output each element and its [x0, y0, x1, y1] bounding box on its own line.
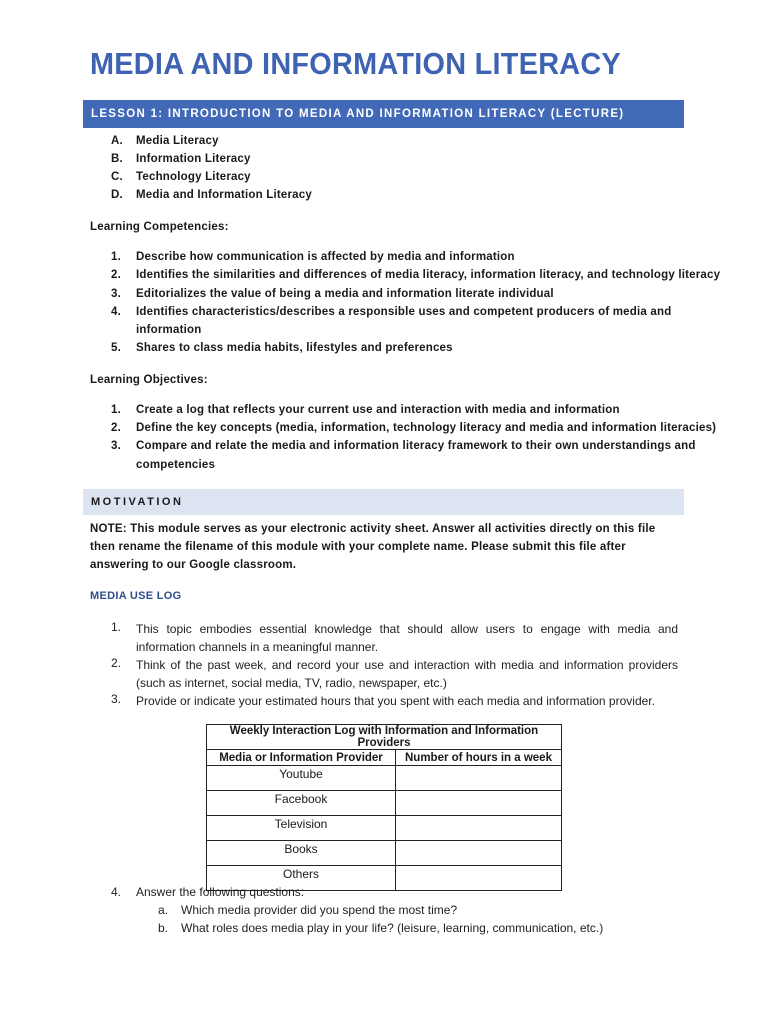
question-letter: a. — [158, 903, 169, 917]
hours-cell[interactable] — [396, 866, 562, 891]
media-use-log-heading: MEDIA USE LOG — [90, 590, 182, 602]
list-item: Shares to class media habits, lifestyles and preferences — [136, 342, 453, 354]
topic-text: Media Literacy — [136, 135, 219, 147]
question-text: Which media provider did you spend the most time? — [181, 903, 458, 917]
list-item: Editorializes the value of being a media and information literate individual — [136, 288, 554, 300]
topic-letter: B. — [111, 153, 123, 165]
topic-letter: D. — [111, 189, 123, 201]
provider-cell: Books — [207, 841, 396, 866]
list-item-continued: information — [136, 324, 202, 336]
note-paragraph: NOTE: This module serves as your electronic activity sheet. Answer all activities directly on this file then rename the filename of this module with your complete name. Please submit this file after answering to our Google classroom. — [90, 523, 656, 571]
question-text: What roles does media play in your life? (leisure, learning, communication, etc.) — [181, 921, 604, 935]
list-number: 4. — [111, 885, 122, 899]
column-header-hours: Number of hours in a week — [396, 750, 562, 766]
provider-cell: Facebook — [207, 791, 396, 816]
hours-cell[interactable] — [396, 766, 562, 791]
list-item: Think of the past week, and record your use and interaction with media and information providers (such as internet, social media, TV, radio, newspaper, etc.) — [136, 658, 678, 690]
hours-cell[interactable] — [396, 816, 562, 841]
topic-letter: A. — [111, 135, 123, 147]
list-item-continued: competencies — [136, 459, 216, 471]
topic-text: Technology Literacy — [136, 171, 251, 183]
column-header-provider: Media or Information Provider — [207, 750, 396, 766]
table-caption: Weekly Interaction Log with Information and Information Providers — [207, 725, 562, 750]
list-item: Describe how communication is affected by media and information — [136, 251, 515, 263]
hours-cell[interactable] — [396, 841, 562, 866]
media-log-table — [206, 724, 562, 891]
list-number: 4. — [111, 306, 121, 318]
list-item: Answer the following questions: — [136, 885, 305, 899]
provider-cell: Youtube — [207, 766, 396, 791]
objectives-heading: Learning Objectives: — [90, 374, 208, 386]
table-row — [207, 841, 562, 866]
topic-text: Media and Information Literacy — [136, 189, 312, 201]
list-item: This topic embodies essential knowledge that should allow users to engage with media and information channels in a meaningful manner. — [136, 622, 678, 654]
list-number: 3. — [111, 692, 122, 706]
list-number: 3. — [111, 288, 121, 300]
page-title: MEDIA AND INFORMATION LITERACY — [90, 46, 622, 81]
list-item: Create a log that reflects your current use and interaction with media and information — [136, 404, 620, 416]
lesson-header: LESSON 1: INTRODUCTION TO MEDIA AND INFORMATION LITERACY (LECTURE) — [83, 100, 684, 128]
list-number: 2. — [111, 656, 122, 670]
motivation-header: MOTIVATION — [83, 489, 684, 515]
topic-text: Information Literacy — [136, 153, 251, 165]
topic-letter: C. — [111, 171, 123, 183]
list-item: Provide or indicate your estimated hours that you spent with each media and information provider. — [136, 694, 655, 708]
table-row — [207, 766, 562, 791]
question-letter: b. — [158, 921, 169, 935]
provider-cell: Television — [207, 816, 396, 841]
list-item: Define the key concepts (media, information, technology literacy and media and information literacies) — [136, 422, 717, 434]
list-item: Identifies characteristics/describes a responsible uses and competent producers of media and — [136, 306, 672, 318]
provider-cell: Others — [207, 866, 396, 891]
list-number: 3. — [111, 440, 121, 452]
hours-cell[interactable] — [396, 791, 562, 816]
list-number: 2. — [111, 422, 121, 434]
list-number: 5. — [111, 342, 121, 354]
list-number: 2. — [111, 269, 121, 281]
table-row — [207, 791, 562, 816]
list-number: 1. — [111, 404, 121, 416]
competencies-heading: Learning Competencies: — [90, 221, 229, 233]
list-item: Compare and relate the media and information literacy framework to their own understandings and — [136, 440, 696, 452]
list-item: Identifies the similarities and differences of media literacy, information literacy, and technology literacy — [136, 269, 721, 281]
table-row — [207, 816, 562, 841]
list-number: 1. — [111, 620, 122, 634]
list-number: 1. — [111, 251, 121, 263]
